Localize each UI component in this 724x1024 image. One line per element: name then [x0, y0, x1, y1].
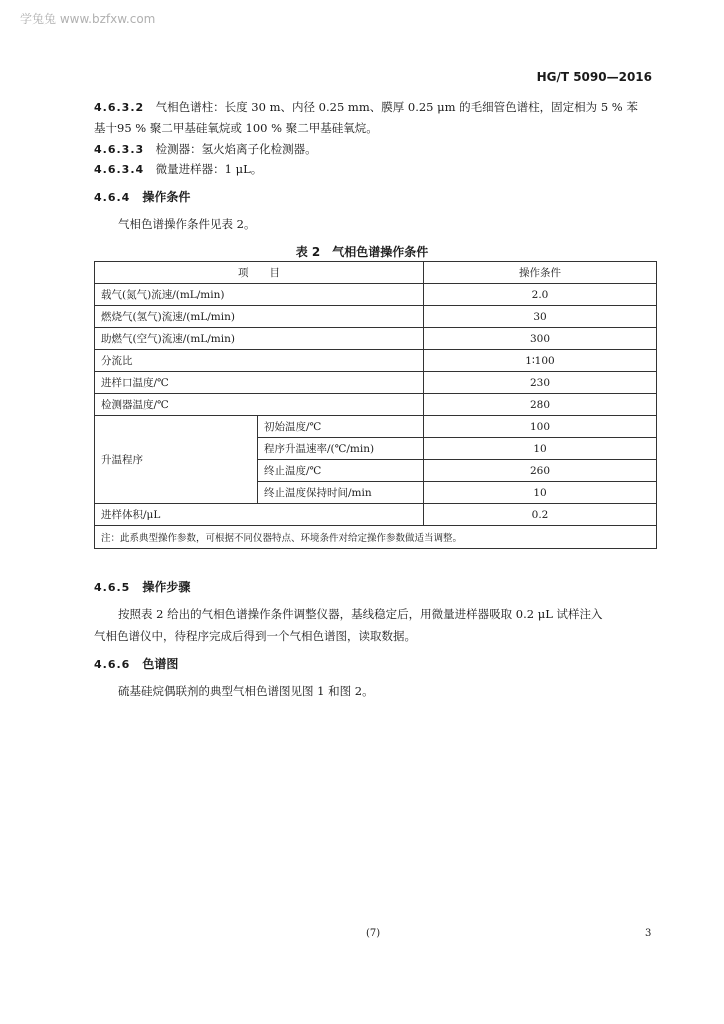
section-text: 检测器：氢火焰离子化检测器。: [155, 142, 317, 156]
row-value: 100: [424, 416, 657, 438]
section-number: 4.6.6: [94, 658, 131, 671]
page-number: 3: [645, 928, 652, 939]
row-value: 230: [424, 372, 657, 394]
table-row: [95, 328, 657, 350]
section-4-6-5-text: 按照表 2 给出的气相色谱操作条件调整仪器，基线稳定后，用微量进样器吸取 0.2 μL 试样注入: [118, 607, 603, 621]
section-title: 操作条件: [142, 190, 191, 204]
section-number: 4.6.5: [94, 581, 131, 594]
section-text: 气相色谱柱：长度 30 m、内径 0.25 mm、膜厚 0.25 μm 的毛细管色谱柱，固定相为 5 % 苯: [155, 100, 638, 114]
row-label: 进样体积/μL: [95, 504, 424, 526]
section-4-6-3-3: [94, 139, 317, 160]
row-value: 1∶100: [424, 350, 657, 372]
operating-conditions-table: [94, 261, 657, 549]
section-number: 4.6.4: [94, 191, 131, 204]
row-label: 程序升温速率/(℃/min): [258, 438, 424, 460]
row-value: 300: [424, 328, 657, 350]
section-4-6-3-2: [94, 97, 664, 118]
table-row: [95, 350, 657, 372]
table-row: [95, 372, 657, 394]
row-value: 260: [424, 460, 657, 482]
section-4-6-4-text: 气相色谱操作条件见表 2。: [118, 217, 256, 231]
table-row: [95, 306, 657, 328]
row-label: 载气(氮气)流速/(mL/min): [95, 284, 424, 306]
section-number: 4.6.3.3: [94, 143, 145, 156]
standard-code: HG/T 5090—2016: [536, 70, 652, 84]
table-note-row: [95, 526, 657, 549]
table-row: [95, 504, 657, 526]
section-number: 4.6.3.2: [94, 101, 145, 114]
footer-center: (7): [366, 928, 381, 939]
section-number: 4.6.3.4: [94, 163, 145, 176]
section-4-6-6-text: 硫基硅烷偶联剂的典型气相色谱图见图 1 和图 2。: [118, 684, 374, 698]
section-4-6-4-heading: [94, 188, 190, 205]
row-label: 燃烧气(氢气)流速/(mL/min): [95, 306, 424, 328]
program-label: 升温程序: [95, 416, 258, 504]
section-4-6-5-heading: [94, 578, 190, 595]
row-value: 30: [424, 306, 657, 328]
table-note: 注：此系典型操作参数，可根据不同仪器特点、环境条件对给定操作参数做适当调整。: [95, 526, 657, 549]
header-condition: 操作条件: [424, 262, 657, 284]
section-4-6-3-2-continued: 基十95 % 聚二甲基硅氧烷或 100 % 聚二甲基硅氧烷。: [94, 121, 378, 135]
section-4-6-3-4: [94, 159, 262, 180]
table-row: [95, 394, 657, 416]
section-title: 操作步骤: [142, 580, 191, 594]
row-label: 检测器温度/℃: [95, 394, 424, 416]
row-label: 分流比: [95, 350, 424, 372]
table-caption: 表 2 气相色谱操作条件: [295, 245, 429, 259]
row-label: 终止温度/℃: [258, 460, 424, 482]
row-value: 280: [424, 394, 657, 416]
row-value: 10: [424, 482, 657, 504]
section-text: 微量进样器：1 μL。: [155, 162, 263, 176]
table-row: [95, 284, 657, 306]
watermark: 学兔兔 www.bzfxw.com: [20, 12, 156, 26]
row-value: 2.0: [424, 284, 657, 306]
table-row: [95, 416, 657, 438]
section-title: 色谱图: [142, 657, 179, 671]
row-label: 助燃气(空气)流速/(mL/min): [95, 328, 424, 350]
row-label: 初始温度/℃: [258, 416, 424, 438]
section-4-6-5-text-continued: 气相色谱仪中，待程序完成后得到一个气相色谱图，读取数据。: [94, 629, 416, 643]
row-label: 终止温度保持时间/min: [258, 482, 424, 504]
header-item: 项 目: [95, 262, 424, 284]
row-label: 进样口温度/℃: [95, 372, 424, 394]
table-header-row: [95, 262, 657, 284]
section-4-6-6-heading: [94, 655, 178, 672]
row-value: 10: [424, 438, 657, 460]
row-value: 0.2: [424, 504, 657, 526]
